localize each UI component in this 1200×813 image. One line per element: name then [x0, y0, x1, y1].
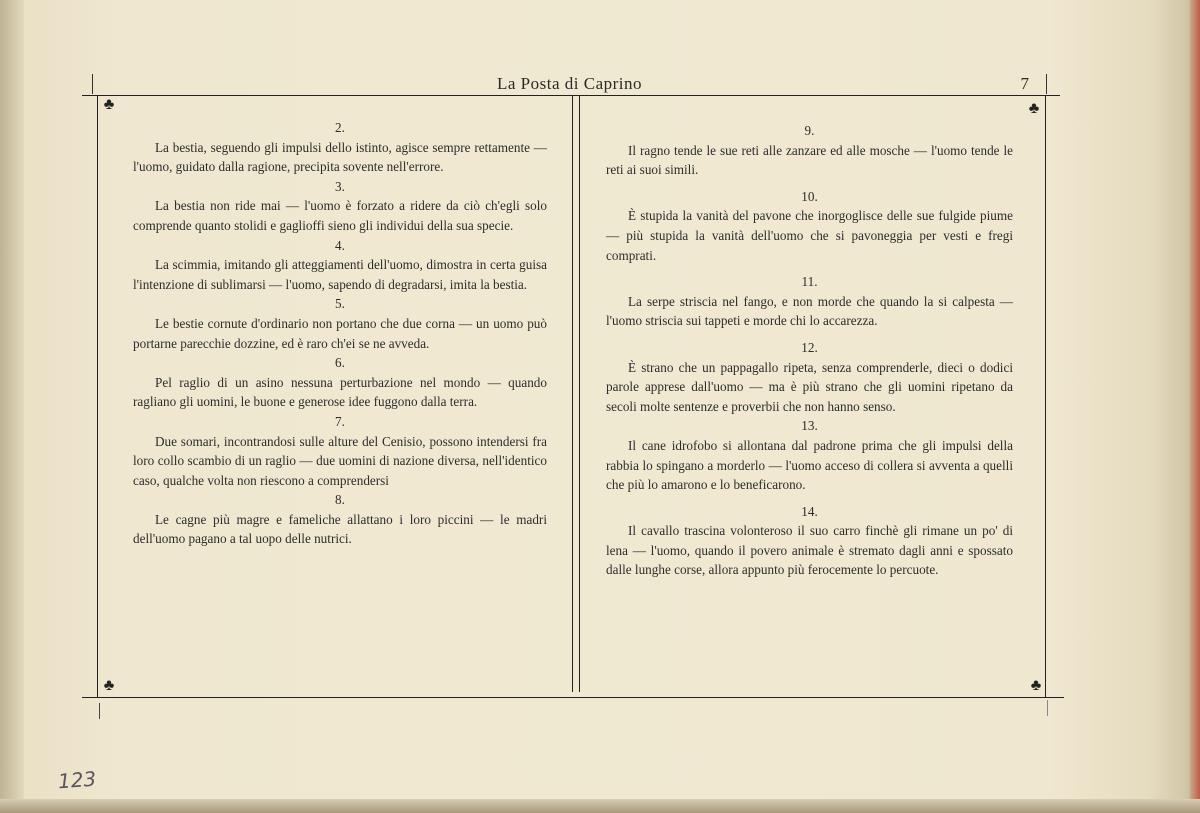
aphorism-10 — [606, 187, 1013, 265]
aphorism-text: Le cagne più magre e fameliche allattano i loro piccini — le madri dell'uomo pagano a tal uopo delle nutrici. — [133, 511, 547, 547]
left-border — [97, 95, 98, 697]
clover-ornament-icon: ♣ — [1028, 100, 1040, 117]
aphorism-number: 14. — [801, 503, 818, 519]
aphorism-text: La bestia non ride mai — l'uomo è forzato a ridere da ciò ch'egli solo comprende quanto stolidi e gaglioffi sieno gli individui della sua specie. — [133, 198, 547, 233]
aphorism-text: È stupida la vanità del pavone che inorgoglisce delle sue fulgide piume — più stupida la vanità dell'uomo che si pavoneggia per vesti e fregi comprati. — [606, 208, 1013, 263]
column-divider-left — [572, 95, 573, 692]
aphorism-14 — [606, 502, 1013, 580]
aphorism-number: 4. — [335, 237, 345, 253]
book-spine — [0, 0, 24, 813]
aphorism-text: La bestia, seguendo gli impulsi dello istinto, agisce sempre rettamente — l'uomo, guidato dalla ragione, precipita sovente nell'errore. — [133, 139, 547, 175]
aphorism-6 — [133, 353, 547, 412]
aphorism-text: Pel raglio di un asino nessuna perturbazione nel mondo — quando ragliano gli uomini, le buone e generose idee fuggono dalla terra. — [133, 374, 547, 410]
aphorism-2 — [133, 118, 547, 177]
aphorism-text: La scimmia, imitando gli atteggiamenti dell'uomo, dimostra in certa guisa l'intenzione di sublimarsi — l'uomo, sapendo di degradarsi, imita la bestia. — [133, 257, 547, 292]
right-text-column — [606, 121, 1013, 580]
aphorism-number: 8. — [335, 492, 345, 508]
aphorism-12 — [606, 338, 1013, 416]
aphorism-text: La serpe striscia nel fango, e non morde che quando la si calpesta — l'uomo striscia sui tappeti e morde chi lo accarezza. — [606, 293, 1013, 329]
aphorism-number: 12. — [801, 339, 818, 355]
clover-ornament-icon: ♣ — [103, 677, 115, 694]
aphorism-text: Il cane idrofobo si allontana dal padrone prima che gli impulsi della rabbia lo spingano a morderlo — l'uomo acceso di collera si avventa a quelli che più lo amarono e lo beneficarono. — [606, 437, 1013, 493]
aphorism-number: 11. — [801, 274, 818, 290]
top-rule — [82, 95, 1060, 96]
aphorism-number: 2. — [335, 120, 345, 135]
aphorism-text: Il ragno tende le sue reti alle zanzare ed alle mosche — l'uomo tende le reti ai suoi simili. — [606, 142, 1013, 178]
page-bottom-edge — [0, 799, 1200, 813]
aphorism-text: È strano che un pappagallo ripeta, senza comprenderle, dieci o dodici parole apprese dall'uomo — ma è più strano che gli uomini ripetano da secoli molte sentenze e proverbii che non hanno senso. — [606, 359, 1013, 414]
aphorism-11 — [606, 272, 1013, 331]
aphorism-8 — [133, 490, 547, 549]
left-text-column — [133, 118, 547, 549]
column-divider-right — [579, 95, 580, 692]
aphorism-9 — [606, 121, 1013, 180]
handwritten-folio-number: 123 — [57, 766, 97, 794]
aphorism-5 — [133, 294, 547, 353]
aphorism-number: 3. — [335, 178, 345, 194]
aphorism-3 — [133, 177, 547, 236]
aphorism-text: Le bestie cornute d'ordinario non portano che due corna — un uomo può portarne parecchie dozzine, ed è raro ch'ei se ne avveda. — [133, 315, 547, 351]
aphorism-text: Due somari, incontrandosi sulle alture del Cenisio, possono intendersi fra loro collo scambio di un raglio — due uomini di nazione diversa, nell'identico caso, qualche volta non riescono a comprendersi — [133, 433, 547, 488]
aphorism-number: 10. — [801, 188, 818, 204]
bottom-tick-right — [1047, 700, 1048, 716]
aphorism-text: Il cavallo trascina volonteroso il suo carro finchè gli rimane un po' di lena — l'uomo, quando il povero animale è stremato dagli anni e spossato dalle lunghe corse, allora appunto più ferocemente lo percuote. — [606, 523, 1013, 578]
bottom-tick-left — [99, 703, 100, 719]
header-tick-right — [1046, 74, 1047, 94]
aphorism-7 — [133, 412, 547, 490]
clover-ornament-icon: ♣ — [1030, 677, 1042, 694]
aphorism-13 — [606, 416, 1013, 494]
clover-ornament-icon: ♣ — [103, 96, 115, 113]
page-edge — [1190, 0, 1200, 813]
aphorism-number: 9. — [804, 123, 815, 138]
aphorism-number: 7. — [335, 413, 345, 429]
page-title: La Posta di Caprino — [496, 74, 642, 93]
running-header — [92, 74, 1047, 96]
aphorism-4 — [133, 236, 547, 295]
bottom-rule — [82, 697, 1064, 698]
aphorism-number: 6. — [335, 355, 345, 371]
aphorism-number: 13. — [801, 418, 818, 434]
aphorism-number: 5. — [335, 296, 345, 312]
page-number: 7 — [1020, 74, 1029, 93]
right-border — [1045, 95, 1046, 697]
